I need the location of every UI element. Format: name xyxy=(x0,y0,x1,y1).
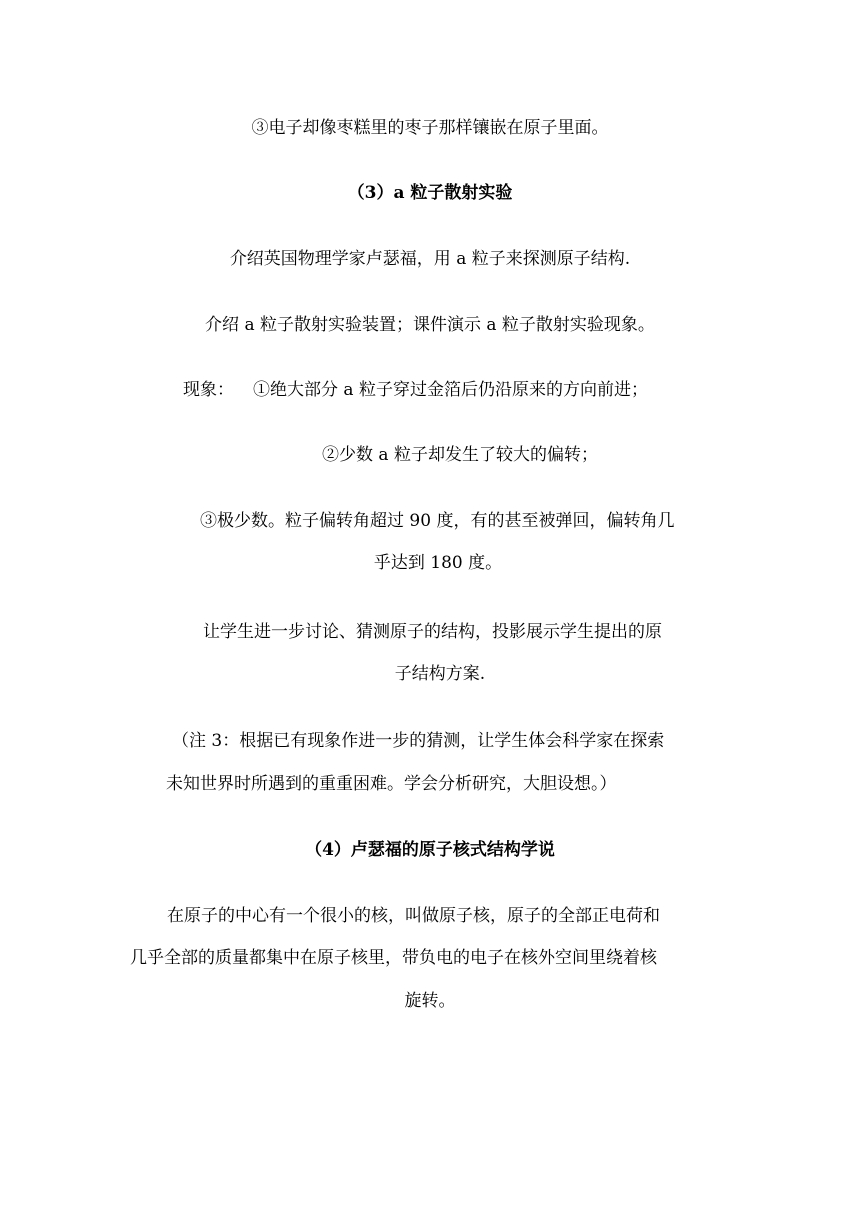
section3-heading: （3）a 粒子散射实验 xyxy=(347,183,513,203)
item3-text: ③电子却像枣糕里的枣子那样镶嵌在原子里面。 xyxy=(251,118,609,138)
intro-apparatus: 介绍 a 粒子散射实验装置；课件演示 a 粒子散射实验现象。 xyxy=(205,315,655,335)
nucleus-line3: 旋转。 xyxy=(404,991,456,1011)
phenomena-item3-line1: ③极少数。粒子偏转角超过 90 度，有的甚至被弹回，偏转角几 xyxy=(200,511,675,531)
discussion-line1: 让学生进一步讨论、猜测原子的结构，投影展示学生提出的原 xyxy=(203,622,662,642)
nucleus-line2: 几乎全部的质量都集中在原子核里，带负电的电子在核外空间里绕着核 xyxy=(130,948,657,968)
phenomena-label: 现象： xyxy=(183,380,234,400)
phenomena-item2: ②少数 a 粒子却发生了较大的偏转； xyxy=(322,445,598,465)
note3-line2: 未知世界时所遇到的重重困难。学会分析研究，大胆设想。） xyxy=(166,774,617,794)
phenomena-item1: ①绝大部分 a 粒子穿过金箔后仍沿原来的方向前进； xyxy=(253,380,648,400)
discussion-line2: 子结构方案. xyxy=(394,664,486,684)
intro-rutherford: 介绍英国物理学家卢瑟福，用 a 粒子来探测原子结构. xyxy=(229,249,631,269)
note3-line1: （注 3：根据已有现象作进一步的猜测，让学生体会科学家在探索 xyxy=(172,731,665,751)
phenomena-item3-line2: 乎达到 180 度。 xyxy=(373,553,503,573)
section4-heading: （4）卢瑟福的原子核式结构学说 xyxy=(305,840,555,860)
nucleus-line1: 在原子的中心有一个很小的核，叫做原子核，原子的全部正电荷和 xyxy=(167,906,660,926)
